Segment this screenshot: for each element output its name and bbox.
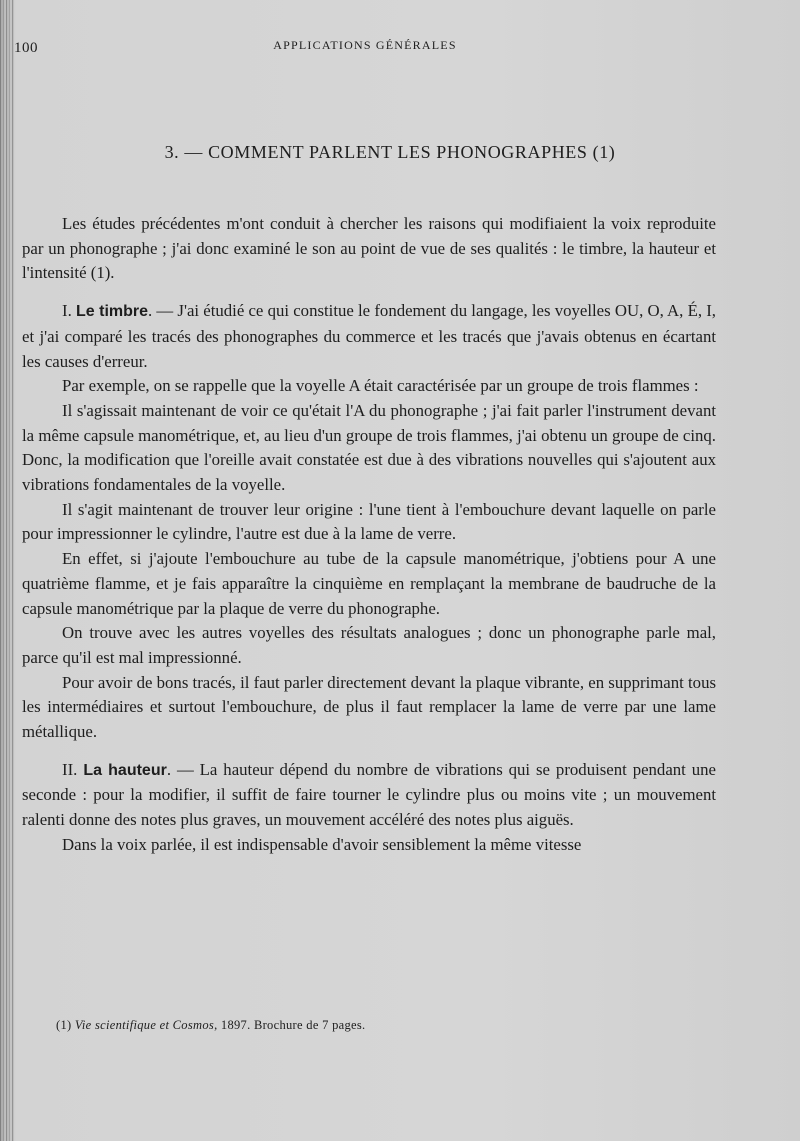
page-edge-shadow bbox=[0, 0, 14, 1141]
section-heading: La hauteur bbox=[83, 761, 167, 779]
section-heading-text: . — J'ai étudié ce qui constitue le fondement du langage, les voyelles OU, O, A, É, I, et j'ai comparé les tracés des phonographes du commerce et les tracés que j'avais obtenus en écartant les causes d'erreur. bbox=[22, 301, 717, 371]
footnote-source: Vie scientifique et Cosmos bbox=[74, 1018, 215, 1032]
section-timbre-heading-paragraph bbox=[22, 299, 716, 374]
footnote-text: , 1897. Brochure de 7 pages. bbox=[214, 1018, 366, 1032]
paragraph: En effet, si j'ajoute l'embouchure au tube de la capsule manométrique, j'obtiens pour A une quatrième flamme, et je fais apparaître la cinquième en remplaçant la membrane de baudruche de la capsule manométrique par la plaque de verre du phonographe. bbox=[22, 549, 716, 618]
paragraph: Il s'agissait maintenant de voir ce qu'était l'A du phonographe ; j'ai fait parler l'instrument devant la même capsule manométrique, et, au lieu d'un groupe de trois flammes, j'ai obtenu un groupe de cinq. Donc, la modification que l'oreille avait constatée est due à des vibrations nouvelles qui s'ajoutent aux vibrations fondamentales de la voyelle. bbox=[22, 400, 716, 495]
running-header: APPLICATIONS GÉNÉRALES bbox=[273, 38, 457, 52]
paragraph: Dans la voix parlée, il est indispensable d'avoir sensiblement la même vitesse bbox=[62, 834, 582, 854]
section-number: II. bbox=[62, 759, 84, 779]
intro-paragraph: Les études précédentes m'ont conduit à chercher les raisons qui modifiaient la voix reproduite par un phonographe ; j'ai donc examiné le son au point de vue de ses qualités : le timbre, la hauteur et l'intensité (1). bbox=[22, 214, 716, 283]
paragraph: Il s'agit maintenant de trouver leur origine : l'une tient à l'embouchure devant laquelle on parle pour impressionner le cylindre, l'autre est due à la lame de verre. bbox=[22, 499, 716, 544]
section-heading-text: . — La hauteur dépend du nombre de vibrations qui se produisent pendant une seconde : pour la modifier, il suffit de faire tourner le cylindre plus ou moins vite ; un mouvement ralenti donne des notes plus graves, un mouvement accéléré des notes plus aiguës. bbox=[22, 759, 716, 830]
page-number: 100 bbox=[14, 40, 38, 56]
footnote-marker: (1) bbox=[56, 1018, 75, 1032]
section-hauteur-heading-paragraph bbox=[22, 758, 716, 833]
footnote bbox=[56, 1018, 365, 1033]
section-number: I. bbox=[62, 301, 76, 321]
paragraph: Par exemple, on se rappelle que la voyelle A était caractérisée par un groupe de trois flammes : bbox=[62, 376, 699, 396]
paragraph: On trouve avec les autres voyelles des résultats analogues ; donc un phonographe parle mal, parce qu'il est mal impressionné. bbox=[22, 623, 716, 667]
paragraph: Pour avoir de bons tracés, il faut parler directement devant la plaque vibrante, en supprimant tous les intermédiaires et surtout l'embouchure, de plus il faut remplacer la lame de verre par une lame métallique. bbox=[22, 672, 716, 742]
chapter-title: 3. — COMMENT PARLENT LES PHONOGRAPHES (1) bbox=[164, 142, 616, 162]
body-text bbox=[22, 212, 716, 858]
section-heading: Le timbre bbox=[76, 303, 149, 321]
